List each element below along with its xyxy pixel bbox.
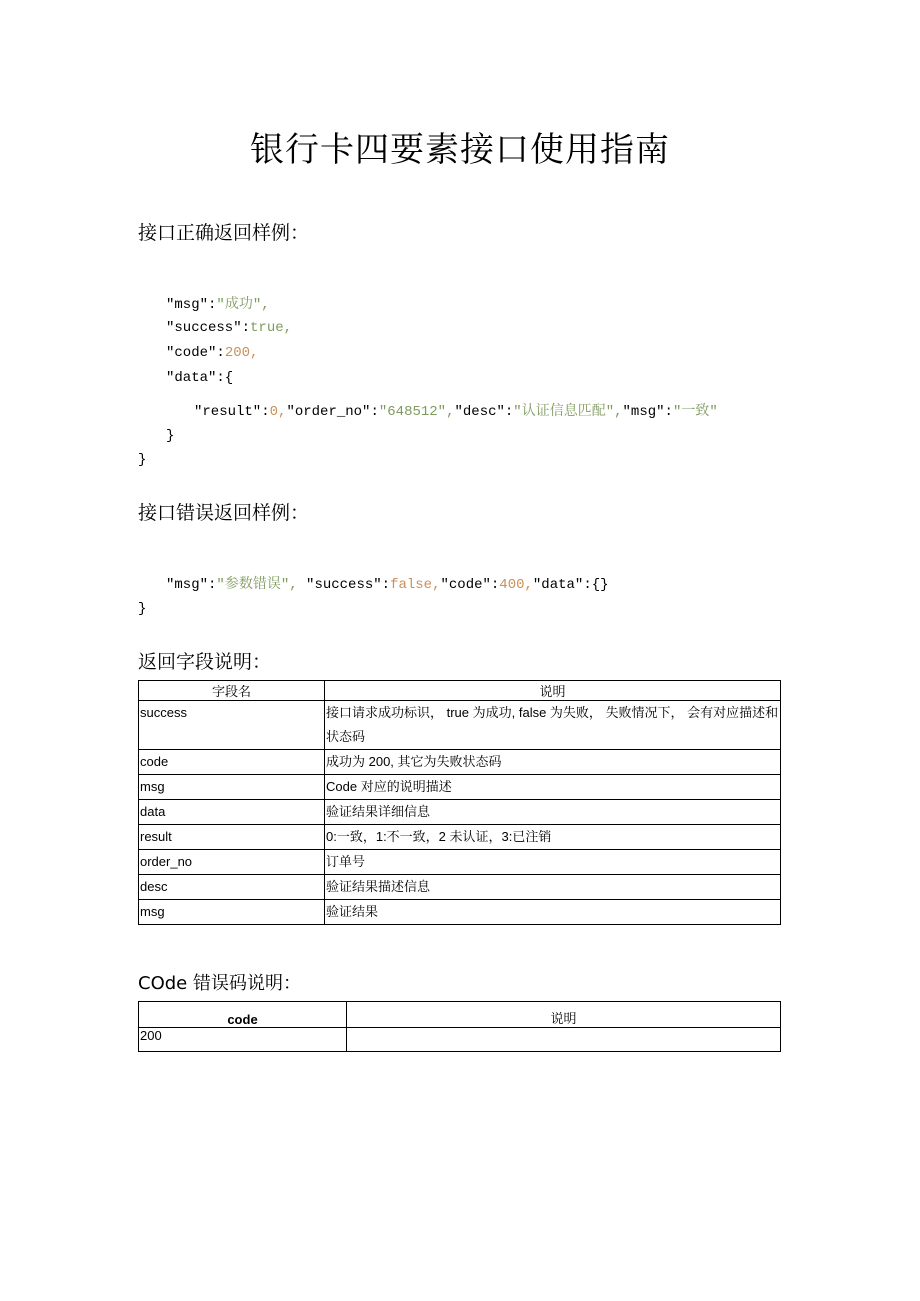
code-close-outer: }	[138, 452, 147, 468]
code-line-data-inner: "result":0,"order_no":"648512","desc":"认证信息匹配","msg":"一致"	[194, 404, 718, 420]
field-name: msg	[139, 900, 325, 925]
page-title: 银行卡四要素接口使用指南	[250, 130, 670, 170]
section-heading-error-sample: 接口错误返回样例：	[138, 502, 310, 524]
code-line-data: "data":{	[166, 370, 234, 386]
field-description: 验证结果	[325, 900, 781, 925]
fields-table	[138, 680, 781, 925]
header-code: code	[139, 1002, 347, 1028]
section-heading-success-sample: 接口正确返回样例：	[138, 222, 310, 244]
header-field-name: 字段名	[139, 681, 325, 701]
table-row	[139, 825, 781, 850]
field-name: data	[139, 800, 325, 825]
table-row	[139, 900, 781, 925]
table-row	[139, 1028, 781, 1052]
code-close-inner: }	[166, 428, 175, 444]
field-name: success	[139, 701, 325, 750]
field-description: Code 对应的说明描述	[325, 775, 781, 800]
field-name: code	[139, 750, 325, 775]
field-description: 验证结果详细信息	[325, 800, 781, 825]
table-row	[139, 775, 781, 800]
code-line-success: "success":true,	[166, 320, 293, 336]
field-name: order_no	[139, 850, 325, 875]
table-row	[139, 850, 781, 875]
code-line-msg: "msg":"成功",	[166, 297, 270, 313]
code-description	[347, 1028, 781, 1052]
field-description: 订单号	[325, 850, 781, 875]
code-value: 200	[139, 1028, 347, 1052]
header-description: 说明	[325, 681, 781, 701]
table-row	[139, 800, 781, 825]
field-name: msg	[139, 775, 325, 800]
field-name: result	[139, 825, 325, 850]
table-row	[139, 750, 781, 775]
field-description: 成功为 200, 其它为失败状态码	[325, 750, 781, 775]
table-row	[139, 875, 781, 900]
header-description: 说明	[347, 1002, 781, 1028]
table-header-row	[139, 681, 781, 701]
table-row	[139, 701, 781, 750]
codes-table	[138, 1001, 781, 1052]
field-name: desc	[139, 875, 325, 900]
field-description: 接口请求成功标识， true 为成功, false 为失败， 失败情况下， 会有对应描述和状态码	[325, 701, 781, 750]
section-heading-codes: COde 错误码说明：	[138, 973, 301, 994]
code-line-error: "msg":"参数错误", "success":false,"code":400,"data":{}	[166, 577, 609, 593]
field-description: 验证结果描述信息	[325, 875, 781, 900]
code-close-error: }	[138, 601, 147, 617]
table-header-row	[139, 1002, 781, 1028]
section-heading-fields: 返回字段说明：	[138, 651, 272, 673]
field-description: 0:一致，1:不一致，2 未认证，3:已注销	[325, 825, 781, 850]
code-line-code: "code":200,	[166, 345, 259, 361]
